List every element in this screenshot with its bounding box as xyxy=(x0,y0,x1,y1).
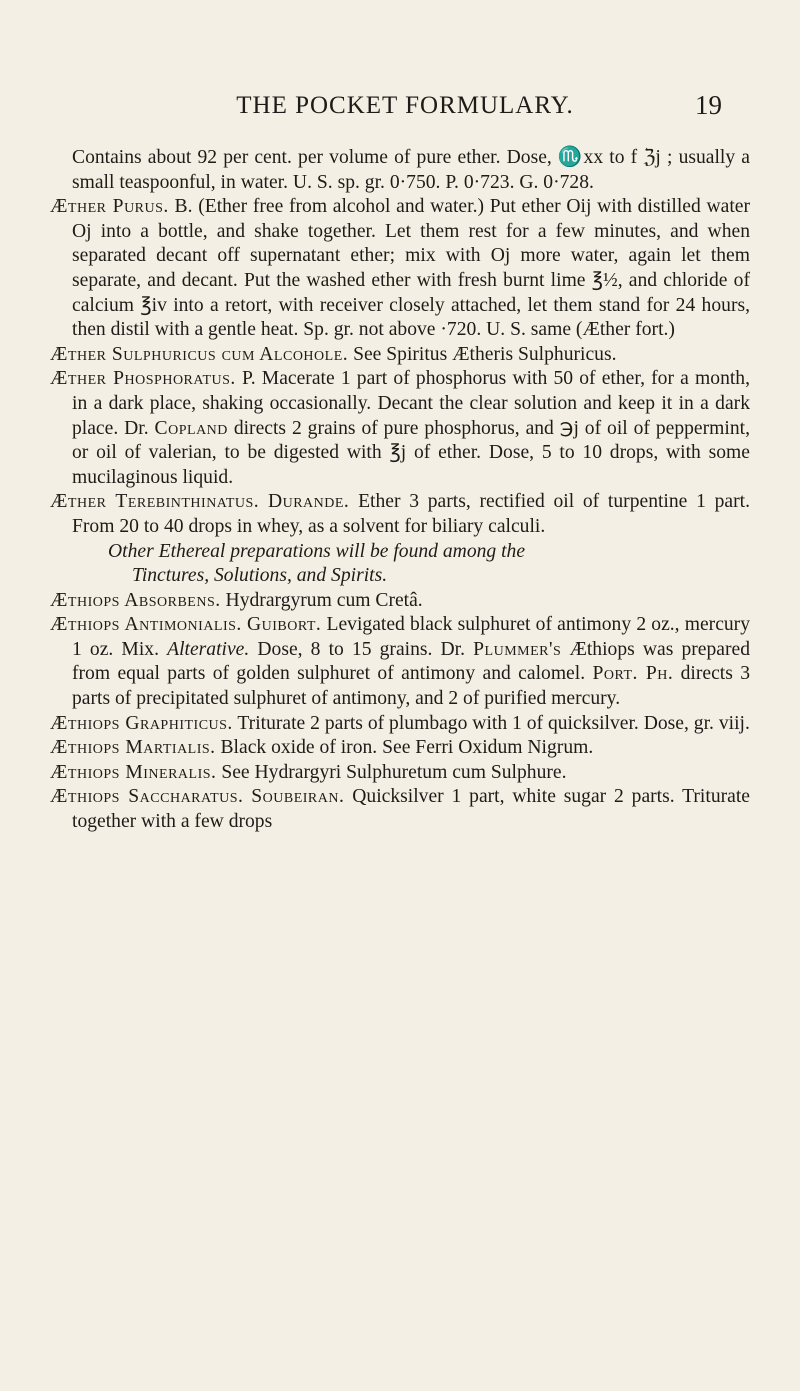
entry-aether-terebinthinatus xyxy=(50,490,750,539)
author-name: Soubeiran. xyxy=(251,786,345,808)
entry-term: Æther Purus. xyxy=(50,196,169,218)
author-name: Guibort. xyxy=(247,614,322,636)
entry-text: P. Macerate 1 part of phosphorus with 50 of ether, for a month, in a dark place, shaking occasionally. Decant the clear solution and keep it in a dark place. Dr. xyxy=(72,368,751,439)
entry-text: Levigated black sulphuret of antimony 2 oz., mercury 1 oz. Mix. xyxy=(72,614,751,660)
entry-text: Black oxide of iron. See Ferri Oxidum Nigrum. xyxy=(215,737,594,759)
entry-term: Æthiops Graphiticus. xyxy=(50,712,233,734)
entry-aether-phosphoratus xyxy=(50,367,750,490)
entry-aethiops-saccharatus xyxy=(50,785,750,834)
body-text xyxy=(50,146,750,835)
entry-aethiops-graphiticus xyxy=(50,712,750,737)
entry-aether-purus xyxy=(50,195,750,343)
entry-term: Æthiops Mineralis. xyxy=(50,761,217,783)
cross-reference-note xyxy=(50,540,750,565)
entry-term: Æthiops Absorbens. xyxy=(50,589,221,611)
entry-aethiops-antimonialis xyxy=(50,613,750,711)
entry-text: directs 2 grains of pure phosphorus, and ℈j of oil of peppermint, or oil of valerian, to be digested with ℥j of ether. Dose, 5 to 10 drops, with some mucilaginous liquid. xyxy=(72,417,750,488)
entry-text: Contains about 92 per cent. per volume of pure ether. Dose, ♏xx to f ℨj ; usually a small teaspoonful, in water. U. S. sp. gr. 0·750. P. 0·723. G. 0·728. xyxy=(72,147,750,193)
cross-reference-note-cont xyxy=(50,564,750,589)
author-name: Durande. xyxy=(267,491,350,513)
entry-text: Quicksilver 1 part, white sugar 2 parts. Triturate together with a few drops xyxy=(72,786,750,833)
entry-term: Æthiops Saccharatus. xyxy=(50,786,244,808)
author-name: Plummer's xyxy=(473,638,562,660)
entry-text: directs 3 parts of precipitated sulphuret of antimony, and 2 of purified mercury. xyxy=(72,663,751,710)
entry-text: See Hydrargyri Sulphuretum cum Sulphure. xyxy=(216,761,567,783)
entry-aethiops-absorbens xyxy=(50,589,750,614)
entry-text: See Spiritus Ætheris Sulphuricus. xyxy=(348,343,617,365)
entry-text: Ether 3 parts, rectified oil of turpentine 1 part. From 20 to 40 drops in whey, as a solvent for biliary calculi. xyxy=(72,491,750,537)
note-line-1: Other Ethereal preparations will be found among the xyxy=(108,540,526,562)
entry-aethiops-martialis xyxy=(50,736,750,761)
entry-term: Æther Phosphoratus. xyxy=(50,368,236,390)
entry-text: B. (Ether free from alcohol and water.) Put ether Oij with distilled water Oj into a bottle, and shake together. Let them rest for a few minutes, and when separated decant off supernatant ether; mix with Oj more water, again let them separate, and decant. Put the washed ether with fresh burnt lime ℥½, and chloride of calcium ℥iv into a retort, with receiver closely attached, let them stand for 24 hours, then distil with a gentle heat. Sp. gr. not above ·720. U. S. same (Æther fort.) xyxy=(72,196,751,341)
entry-text: Æthiops was prepared from equal parts of golden sulphuret of antimony and calomel. xyxy=(72,638,750,685)
entry-italic: Alterative. xyxy=(167,638,250,660)
entry-aethiops-mineralis xyxy=(50,761,750,786)
entry-text: Hydrargyrum cum Cretâ. xyxy=(220,589,423,611)
entry-text: Triturate 2 parts of plumbago with 1 of quicksilver. Dose, gr. viij. xyxy=(232,712,750,734)
note-line-2: Tinctures, Solutions, and Spirits. xyxy=(132,565,388,587)
entry-continuation xyxy=(50,146,750,195)
entry-text: Dose, 8 to 15 grains. Dr. xyxy=(249,638,474,660)
entry-term: Æther Sulphuricus cum Alcohole. xyxy=(50,343,349,365)
author-name: Copland xyxy=(154,417,228,439)
entry-term: Æthiops Martialis. xyxy=(50,737,216,759)
author-name: Port. Ph. xyxy=(592,663,674,685)
entry-term: Æthiops Antimonialis. xyxy=(50,614,242,636)
page-number: 19 xyxy=(695,90,722,120)
entry-term: Æther Terebinthinatus. xyxy=(50,491,260,513)
running-title: THE POCKET FORMULARY. xyxy=(236,92,574,119)
entry-aether-sulphuricus xyxy=(50,343,750,368)
running-head xyxy=(100,90,722,132)
